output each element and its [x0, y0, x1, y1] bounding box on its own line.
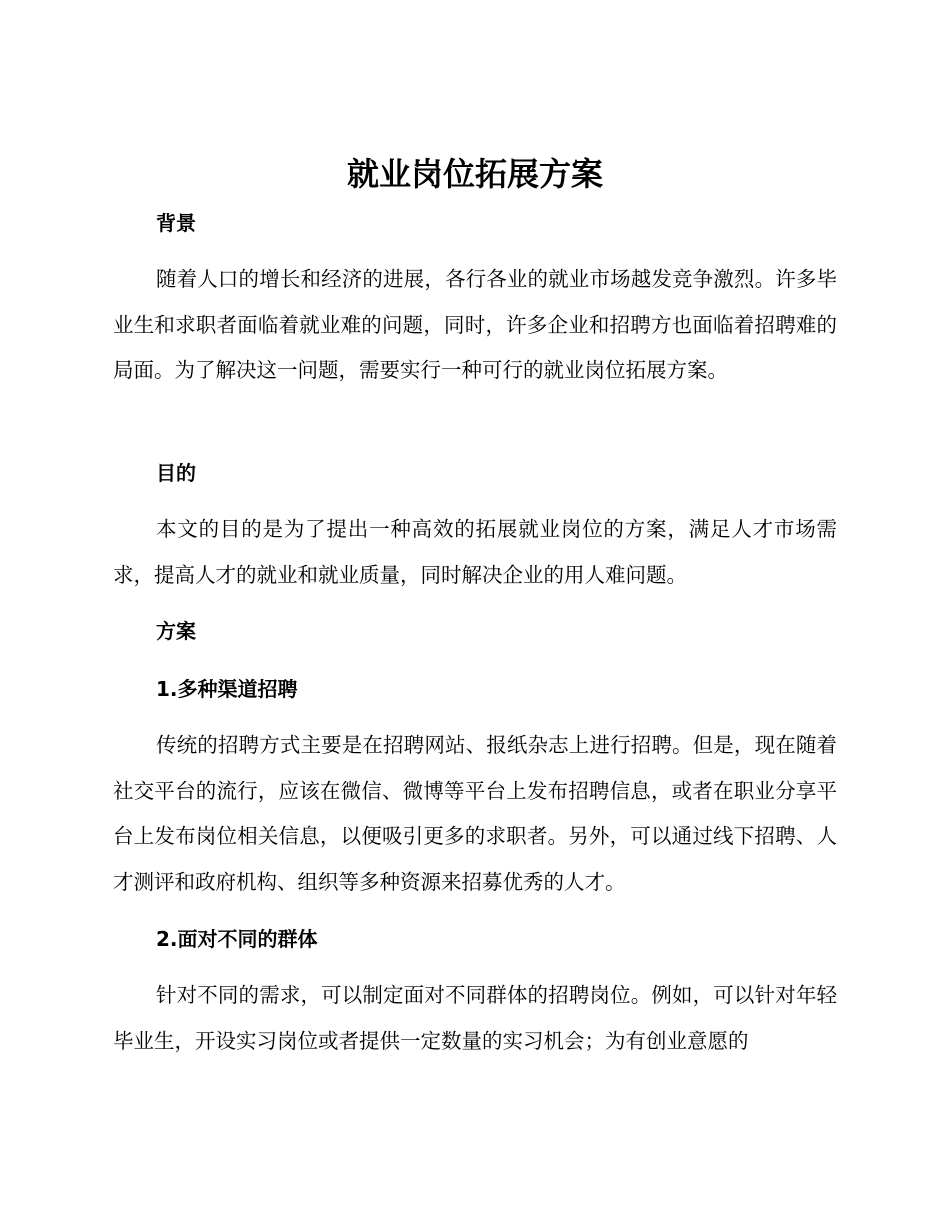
subsection-heading-multichannel: 1.多种渠道招聘 [156, 677, 298, 701]
subsection-paragraph-target-groups: 针对不同的需求，可以制定面对不同群体的招聘岗位。例如，可以针对年轻毕业生，开设实习岗位或者提供一定数量的实习机会；为有创业意愿的 [113, 983, 837, 1053]
subsection-paragraph-multichannel: 传统的招聘方式主要是在招聘网站、报纸杂志上进行招聘。但是，现在随着社交平台的流行，应该在微信、微博等平台上发布招聘信息，或者在职业分享平台上发布岗位相关信息，以便吸引更多的求职者。另外，可以通过线下招聘、人才测评和政府机构、组织等多种资源来招募优秀的人才。 [113, 733, 837, 894]
section-heading-goal: 目的 [156, 461, 196, 485]
section-heading-background: 背景 [156, 211, 196, 235]
section-paragraph-background: 随着人口的增长和经济的进展，各行各业的就业市场越发竞争激烈。许多毕业生和求职者面临着就业难的问题，同时，许多企业和招聘方也面临着招聘难的局面。为了解决这一问题，需要实行一种可行的就业岗位拓展方案。 [113, 267, 837, 382]
section-heading-plan: 方案 [156, 619, 196, 643]
section-paragraph-goal: 本文的目的是为了提出一种高效的拓展就业岗位的方案，满足人才市场需求，提高人才的就业和就业质量，同时解决企业的用人难问题。 [113, 517, 837, 587]
subsection-heading-target-groups: 2.面对不同的群体 [156, 927, 318, 951]
document-title: 就业岗位拓展方案 [346, 155, 603, 193]
